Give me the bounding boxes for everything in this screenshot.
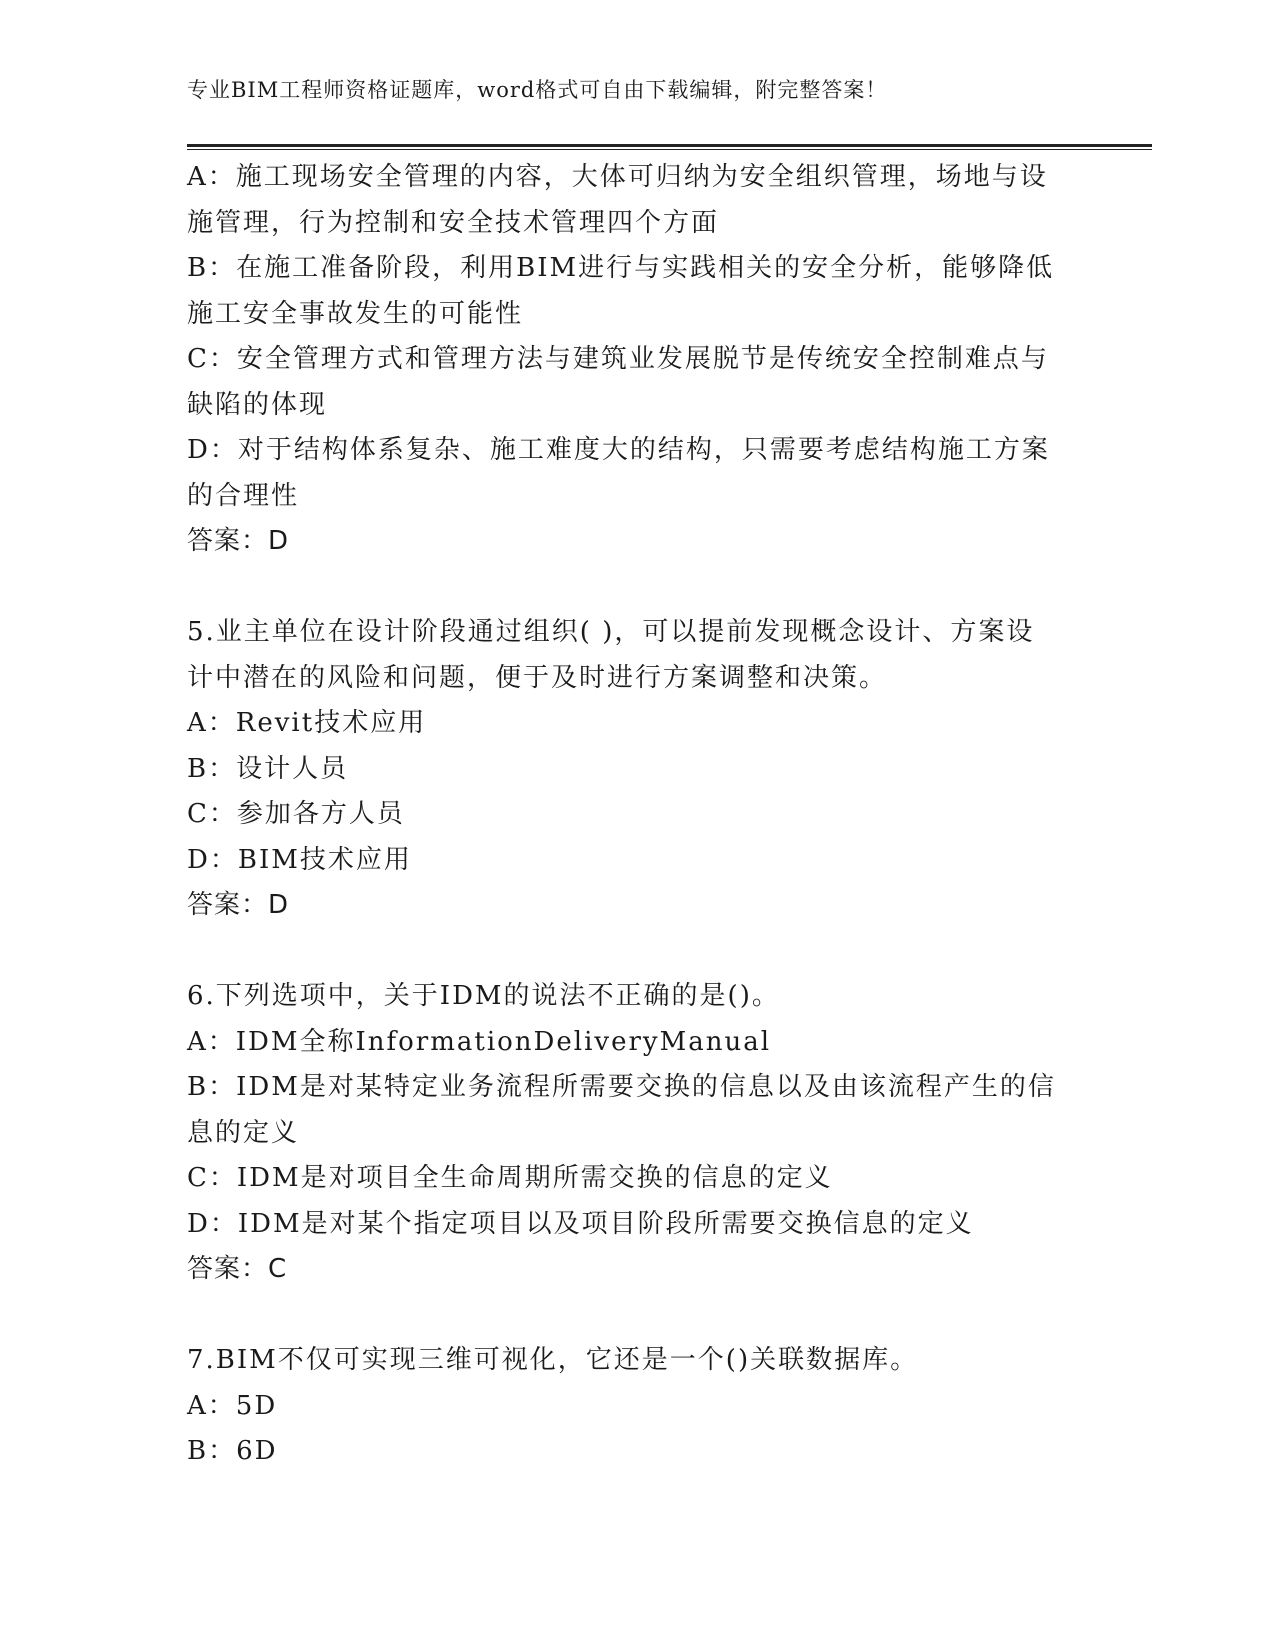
answer-q5: 答案：D xyxy=(187,890,290,920)
option-c: C：IDM是对项目全生命周期所需交换的信息的定义 xyxy=(187,1163,833,1193)
option-a: A：IDM全称InformationDeliveryManual xyxy=(187,1026,772,1057)
answer-q4: 答案：D xyxy=(187,526,290,556)
option-a: A：Revit技术应用 xyxy=(187,708,427,738)
option-b: B：6D xyxy=(187,1436,278,1466)
question-4-options xyxy=(187,155,1087,519)
answer-q6: 答案：C xyxy=(187,1254,288,1284)
option-c: C：参加各方人员 xyxy=(187,799,405,829)
question-7-stem: 7.BIM不仅可实现三维可视化，它还是一个()关联数据库。 xyxy=(187,1345,919,1375)
option-line: A：施工现场安全管理的内容，大体可归纳为安全组织管理，场地与设 xyxy=(187,162,1048,192)
question-content xyxy=(187,155,1087,1475)
question-5-stem: 计中潜在的风险和问题，便于及时进行方案调整和决策。 xyxy=(187,662,888,693)
option-line: D：对于结构体系复杂、施工难度大的结构，只需要考虑结构施工方案 xyxy=(187,435,1050,465)
option-b: 息的定义 xyxy=(187,1117,300,1148)
page-header: 专业BIM工程师资格证题库，word格式可自由下载编辑，附完整答案！ xyxy=(187,78,888,102)
option-d: D：IDM是对某个指定项目以及项目阶段所需要交换信息的定义 xyxy=(187,1208,974,1239)
option-line: 施工安全事故发生的可能性 xyxy=(187,298,524,329)
option-d: D：BIM技术应用 xyxy=(187,844,412,875)
option-a: A：5D xyxy=(187,1390,278,1421)
option-line: 施管理，行为控制和安全技术管理四个方面 xyxy=(187,207,720,238)
question-5-stem: 5.业主单位在设计阶段通过组织( )，可以提前发现概念设计、方案设 xyxy=(187,617,1035,647)
option-b: B：IDM是对某特定业务流程所需要交换的信息以及由该流程产生的信 xyxy=(187,1072,1056,1102)
option-line: 的合理性 xyxy=(187,480,300,511)
header-divider xyxy=(187,144,1152,151)
option-line: C：安全管理方式和管理方法与建筑业发展脱节是传统安全控制难点与 xyxy=(187,344,1049,374)
option-line: B：在施工准备阶段，利用BIM进行与实践相关的安全分析，能够降低 xyxy=(187,253,1055,283)
option-b: B：设计人员 xyxy=(187,753,349,784)
option-line: 缺陷的体现 xyxy=(187,389,328,420)
question-6-stem: 6.下列选项中，关于IDM的说法不正确的是()。 xyxy=(187,981,780,1011)
